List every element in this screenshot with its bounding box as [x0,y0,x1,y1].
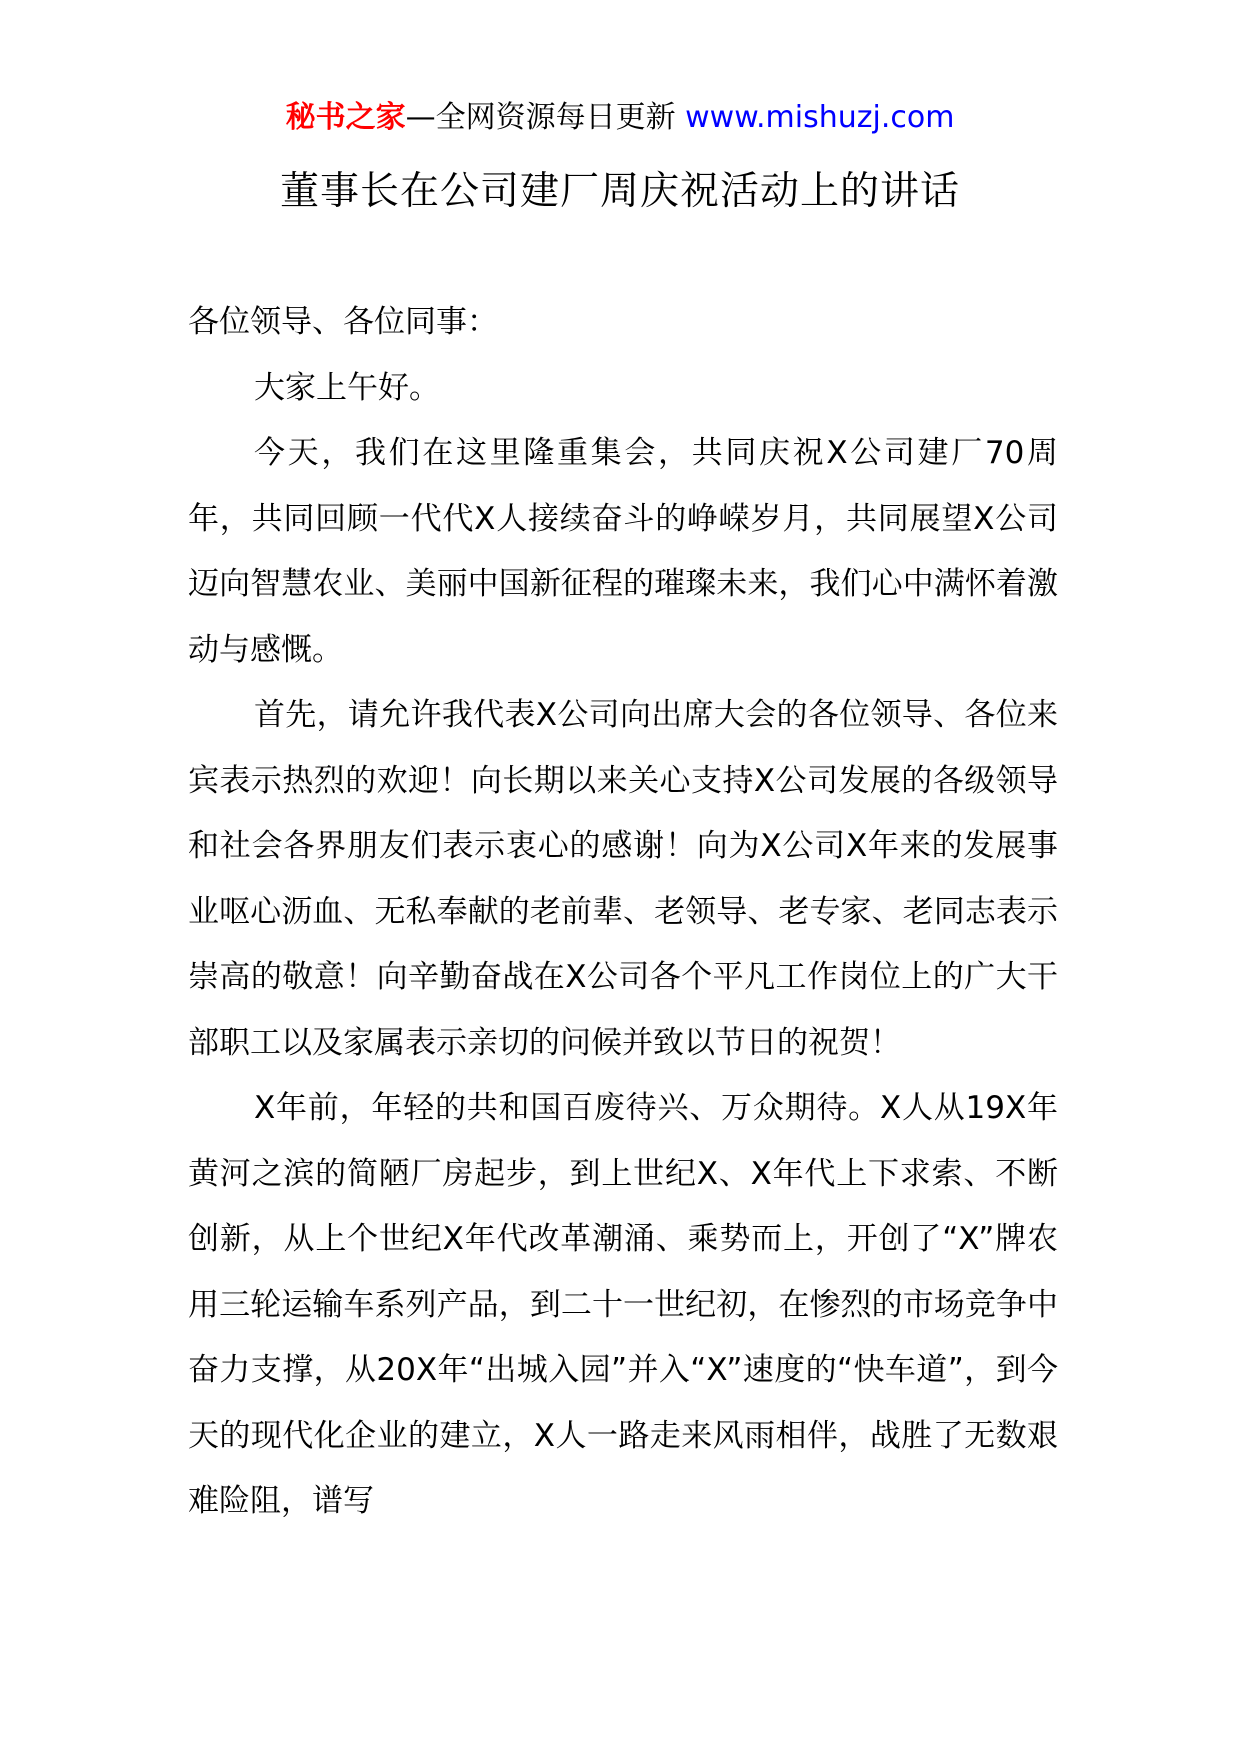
document-title: 董事长在公司建厂周庆祝活动上的讲话 [279,169,960,214]
site-brand: 秘书之家 [285,100,406,135]
site-header [0,98,1240,138]
paragraph: 大家上午好。 [254,369,440,406]
paragraph: 今天，我们在这里隆重集会，共同庆祝X公司建厂70周年，共同回顾一代代X人接续奋斗的峥嵘岁月，共同展望X公司迈向智慧农业、美丽中国新征程的璀璨未来，我们心中满怀着激动与感慨。 [188,435,1058,668]
document-body [188,290,1058,1535]
paragraph: 首先，请允许我代表X公司向出席大会的各位领导、各位来宾表示热烈的欢迎！向长期以来关心支持X公司发展的各级领导和社会各界朋友们表示衷心的感谢！向为X公司X年来的发展事业呕心沥血、无私奉献的老前辈、老领导、老专家、老同志表示崇高的敬意！向辛勤奋战在X公司各个平凡工作岗位上的广大干部职工以及家属表示亲切的问候并致以节日的祝贺！ [188,697,1058,1061]
salutation: 各位领导、各位同事： [188,304,498,340]
site-tagline: —全网资源每日更新 [405,100,676,135]
site-url-link[interactable]: www.mishuzj.com [685,100,955,135]
paragraph: X年前，年轻的共和国百废待兴、万众期待。X人从19X年黄河之滨的简陋厂房起步，到上世纪X、X年代上下求索、不断创新，从上个世纪X年代改革潮涌、乘势而上，开创了“X”牌农用三轮运输车系列产品，到二十一世纪初，在惨烈的市场竞争中奋力支撑，从20X年“出城入园”并入“X”速度的“快车道”，到今天的现代化企业的建立，X人一路走来风雨相伴，战胜了无数艰难险阻，谱写 [188,1090,1058,1519]
